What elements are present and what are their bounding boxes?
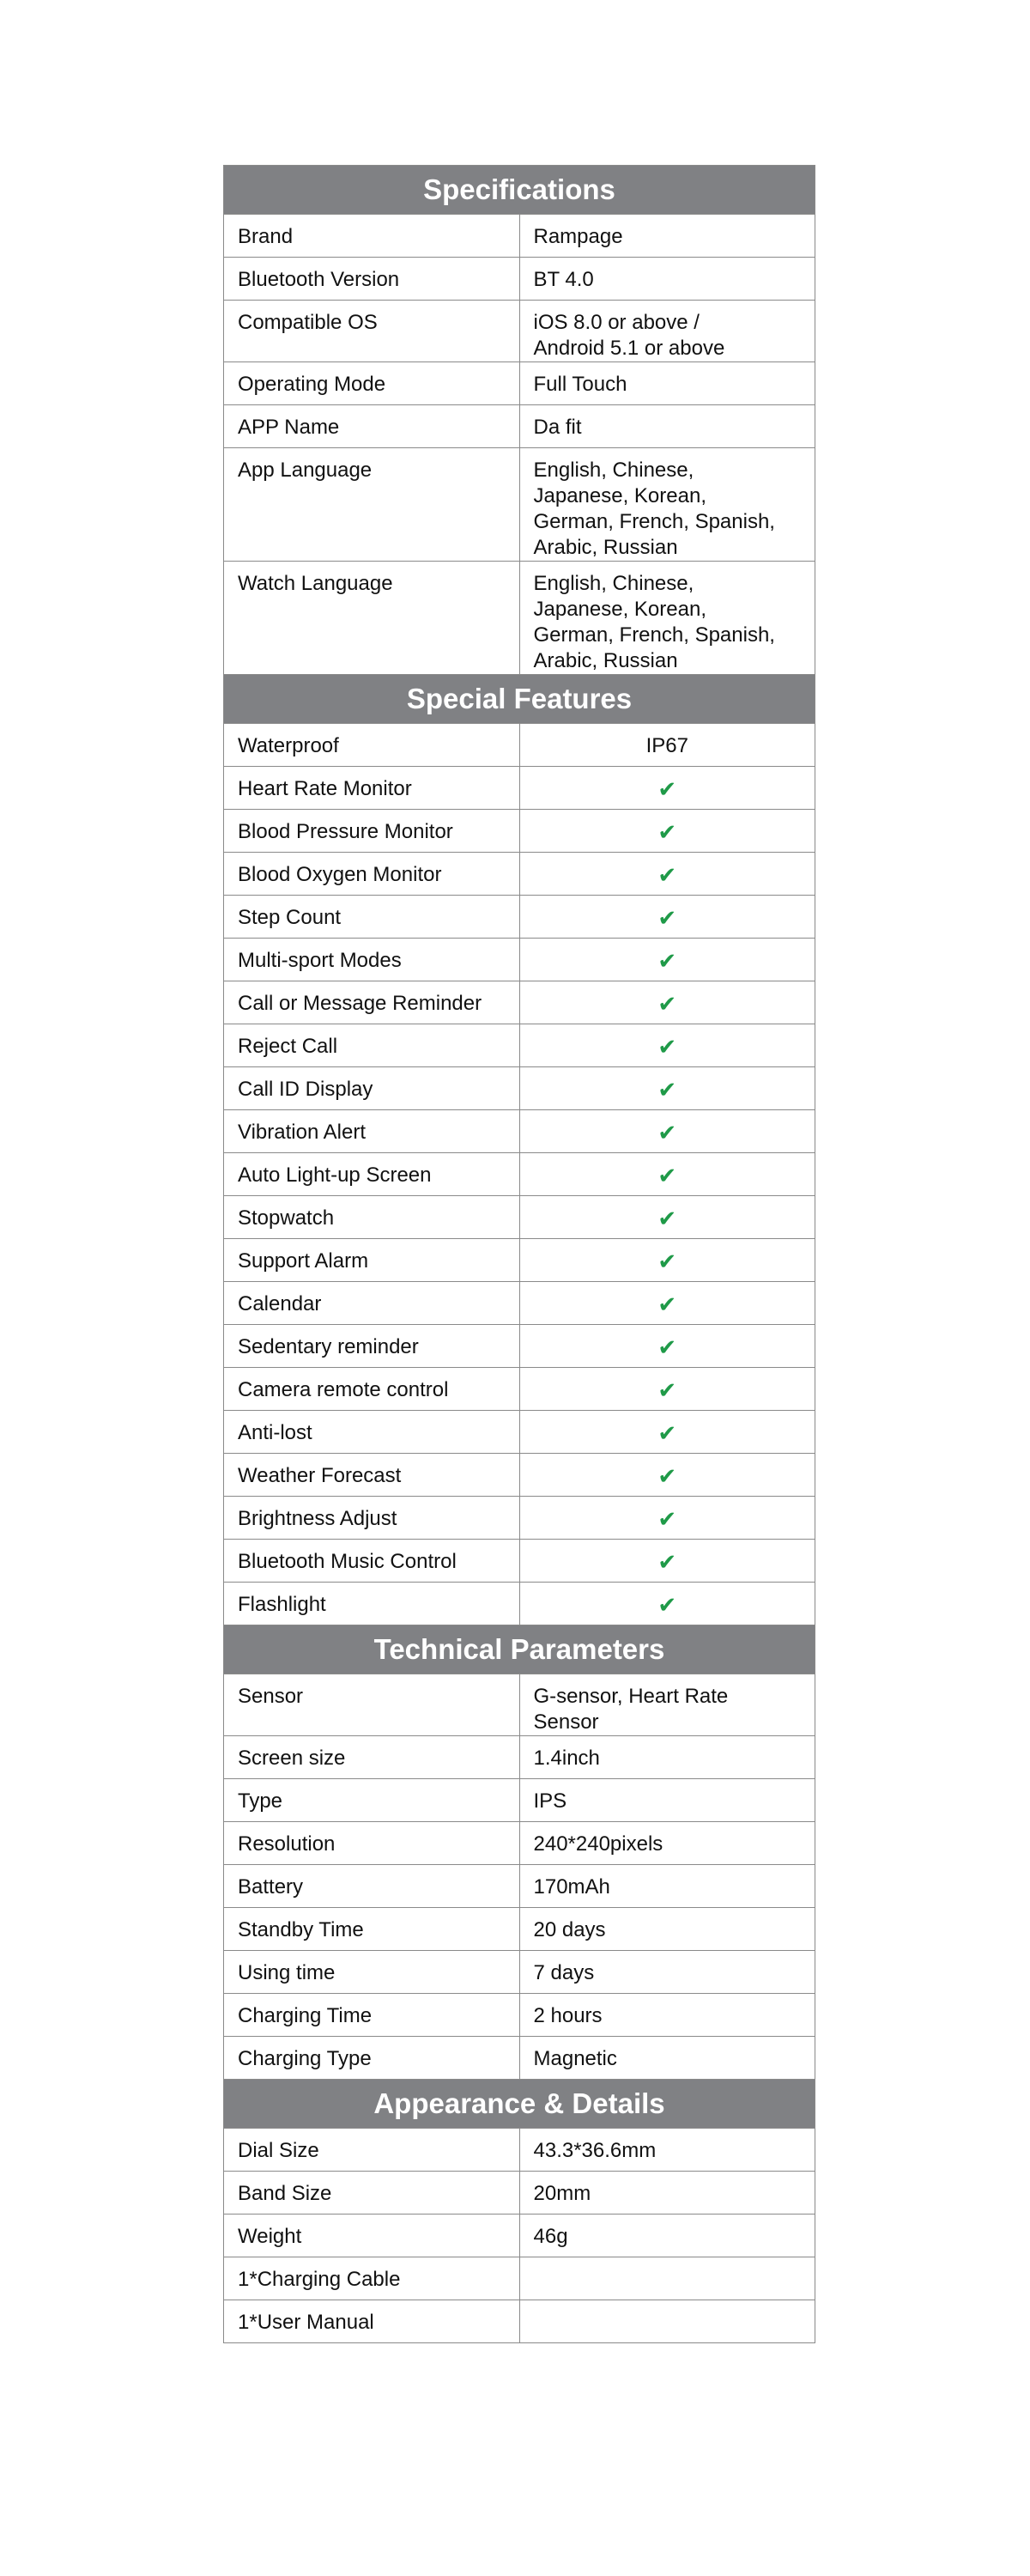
table-row: [224, 1583, 815, 1625]
row-label: Camera remote control: [224, 1368, 520, 1411]
section-header-row: [224, 2080, 815, 2129]
row-label: Stopwatch: [224, 1196, 520, 1239]
row-label: Call ID Display: [224, 1067, 520, 1110]
row-label: Charging Type: [224, 2037, 520, 2080]
checkmark-icon: ✔: [519, 939, 815, 981]
table-row: [224, 1540, 815, 1583]
row-value: 46g: [519, 2215, 815, 2257]
table-row: [224, 1822, 815, 1865]
section-title: Appearance & Details: [224, 2080, 815, 2129]
checkmark-icon: ✔: [519, 1239, 815, 1282]
checkmark-icon: ✔: [519, 1067, 815, 1110]
checkmark-icon: ✔: [519, 1583, 815, 1625]
row-value: 20 days: [519, 1908, 815, 1951]
table-row: [224, 896, 815, 939]
table-row: [224, 448, 815, 562]
checkmark-icon: ✔: [519, 1024, 815, 1067]
row-label: Auto Light-up Screen: [224, 1153, 520, 1196]
checkmark-icon: ✔: [519, 1454, 815, 1497]
row-label: Watch Language: [224, 562, 520, 675]
row-value: 2 hours: [519, 1994, 815, 2037]
section-title: Technical Parameters: [224, 1625, 815, 1674]
row-label: Multi-sport Modes: [224, 939, 520, 981]
row-value: 240*240pixels: [519, 1822, 815, 1865]
row-value: 20mm: [519, 2172, 815, 2215]
table-row: [224, 1497, 815, 1540]
row-value: iOS 8.0 or above / Android 5.1 or above: [519, 301, 815, 362]
row-label: Heart Rate Monitor: [224, 767, 520, 810]
row-label: Bluetooth Music Control: [224, 1540, 520, 1583]
checkmark-icon: ✔: [519, 896, 815, 939]
row-label: Weight: [224, 2215, 520, 2257]
row-label: Reject Call: [224, 1024, 520, 1067]
row-label: Weather Forecast: [224, 1454, 520, 1497]
table-row: [224, 2300, 815, 2343]
checkmark-icon: ✔: [519, 1282, 815, 1325]
section-header-row: [224, 675, 815, 724]
row-value: IP67: [519, 724, 815, 767]
row-value: English, Chinese, Japanese, Korean, German, French, Spanish, Arabic, Russian: [519, 448, 815, 562]
table-row: [224, 981, 815, 1024]
table-row: [224, 1067, 815, 1110]
row-label: Brand: [224, 215, 520, 258]
row-label: Sensor: [224, 1674, 520, 1736]
checkmark-icon: ✔: [519, 853, 815, 896]
row-value: G-sensor, Heart Rate Sensor: [519, 1674, 815, 1736]
row-label: Support Alarm: [224, 1239, 520, 1282]
table-row: [224, 1325, 815, 1368]
checkmark-icon: ✔: [519, 1196, 815, 1239]
row-label: Call or Message Reminder: [224, 981, 520, 1024]
table-row: [224, 1994, 815, 2037]
spec-table: [223, 165, 815, 2343]
table-row: [224, 2129, 815, 2172]
row-value: [519, 2257, 815, 2300]
table-row: [224, 2037, 815, 2080]
table-row: [224, 1736, 815, 1779]
row-label: Sedentary reminder: [224, 1325, 520, 1368]
row-value: BT 4.0: [519, 258, 815, 301]
table-row: [224, 562, 815, 675]
row-value: Full Touch: [519, 362, 815, 405]
row-label: App Language: [224, 448, 520, 562]
table-row: [224, 939, 815, 981]
row-value: English, Chinese, Japanese, Korean, German, French, Spanish, Arabic, Russian: [519, 562, 815, 675]
section-header-row: [224, 166, 815, 215]
checkmark-icon: ✔: [519, 1325, 815, 1368]
checkmark-icon: ✔: [519, 1368, 815, 1411]
row-label: Flashlight: [224, 1583, 520, 1625]
row-label: Blood Oxygen Monitor: [224, 853, 520, 896]
table-row: [224, 853, 815, 896]
row-label: APP Name: [224, 405, 520, 448]
table-row: [224, 1024, 815, 1067]
row-value: Da fit: [519, 405, 815, 448]
row-label: Calendar: [224, 1282, 520, 1325]
section-title: Specifications: [224, 166, 815, 215]
table-row: [224, 1282, 815, 1325]
section-title: Special Features: [224, 675, 815, 724]
section-header-row: [224, 1625, 815, 1674]
row-label: Blood Pressure Monitor: [224, 810, 520, 853]
checkmark-icon: ✔: [519, 1540, 815, 1583]
row-value: 1.4inch: [519, 1736, 815, 1779]
table-row: [224, 810, 815, 853]
row-value: Magnetic: [519, 2037, 815, 2080]
checkmark-icon: ✔: [519, 1110, 815, 1153]
row-label: Anti-lost: [224, 1411, 520, 1454]
row-label: Brightness Adjust: [224, 1497, 520, 1540]
table-row: [224, 1110, 815, 1153]
table-row: [224, 2257, 815, 2300]
row-label: Operating Mode: [224, 362, 520, 405]
row-value: [519, 2300, 815, 2343]
table-row: [224, 1454, 815, 1497]
row-label: Band Size: [224, 2172, 520, 2215]
table-row: [224, 258, 815, 301]
table-row: [224, 1779, 815, 1822]
table-row: [224, 1951, 815, 1994]
table-row: [224, 767, 815, 810]
checkmark-icon: ✔: [519, 810, 815, 853]
table-row: [224, 724, 815, 767]
table-row: [224, 2172, 815, 2215]
row-value: IPS: [519, 1779, 815, 1822]
checkmark-icon: ✔: [519, 767, 815, 810]
table-row: [224, 1674, 815, 1736]
checkmark-icon: ✔: [519, 981, 815, 1024]
row-label: Screen size: [224, 1736, 520, 1779]
row-label: Step Count: [224, 896, 520, 939]
row-value: 7 days: [519, 1951, 815, 1994]
table-row: [224, 1368, 815, 1411]
row-label: Standby Time: [224, 1908, 520, 1951]
table-row: [224, 1239, 815, 1282]
table-row: [224, 405, 815, 448]
row-value: 170mAh: [519, 1865, 815, 1908]
row-label: Dial Size: [224, 2129, 520, 2172]
row-label: Vibration Alert: [224, 1110, 520, 1153]
checkmark-icon: ✔: [519, 1153, 815, 1196]
table-row: [224, 1411, 815, 1454]
table-row: [224, 301, 815, 362]
row-label: 1*Charging Cable: [224, 2257, 520, 2300]
table-row: [224, 215, 815, 258]
row-label: 1*User Manual: [224, 2300, 520, 2343]
table-row: [224, 2215, 815, 2257]
row-label: Battery: [224, 1865, 520, 1908]
checkmark-icon: ✔: [519, 1411, 815, 1454]
table-row: [224, 1865, 815, 1908]
row-label: Compatible OS: [224, 301, 520, 362]
table-row: [224, 1196, 815, 1239]
row-label: Bluetooth Version: [224, 258, 520, 301]
table-row: [224, 1908, 815, 1951]
row-label: Using time: [224, 1951, 520, 1994]
row-value: Rampage: [519, 215, 815, 258]
checkmark-icon: ✔: [519, 1497, 815, 1540]
row-value: 43.3*36.6mm: [519, 2129, 815, 2172]
row-label: Charging Time: [224, 1994, 520, 2037]
row-label: Resolution: [224, 1822, 520, 1865]
row-label: Type: [224, 1779, 520, 1822]
table-row: [224, 362, 815, 405]
row-label: Waterproof: [224, 724, 520, 767]
table-row: [224, 1153, 815, 1196]
